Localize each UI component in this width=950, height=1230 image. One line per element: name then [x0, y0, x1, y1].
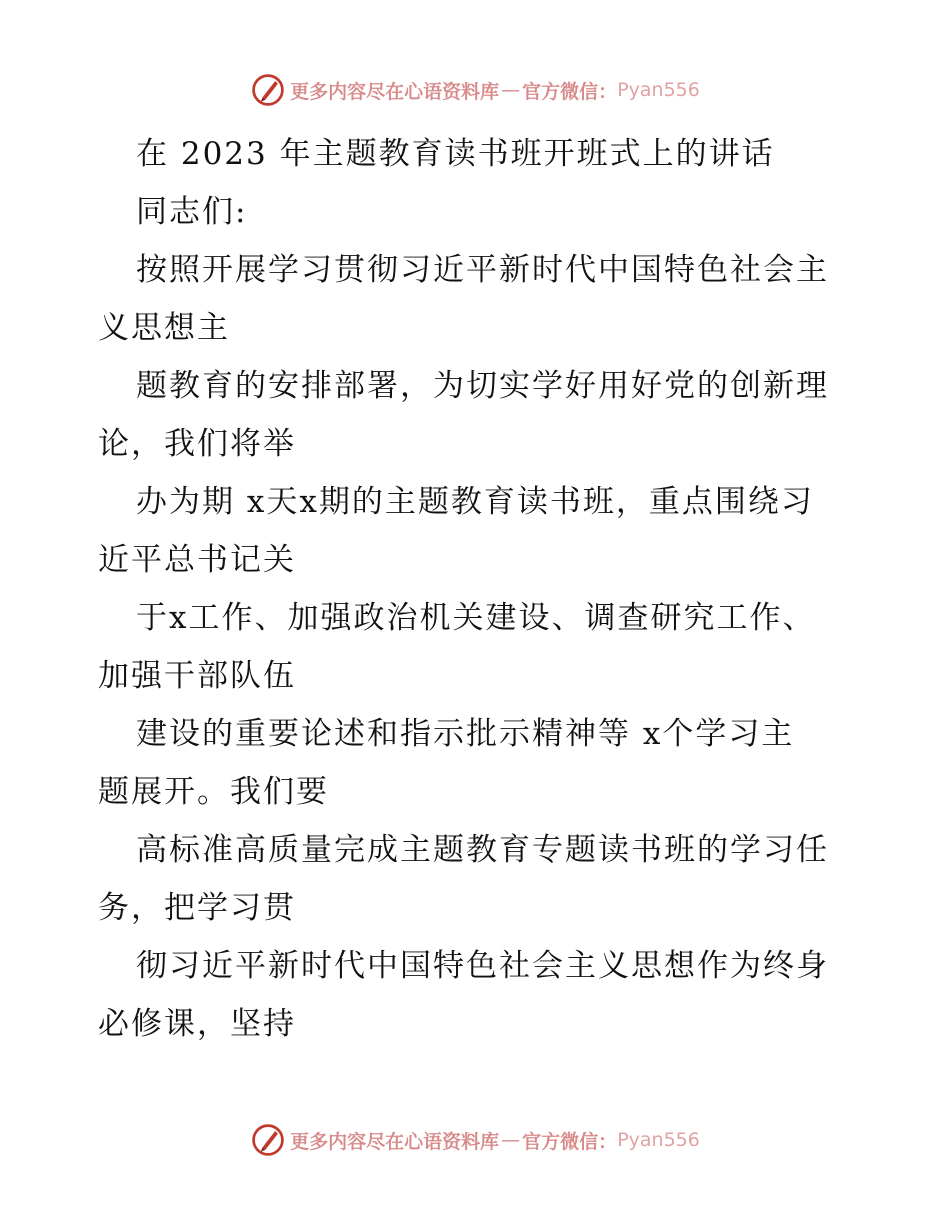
paragraph-line: 题教育的安排部署，为切实学好用好党的创新理	[136, 368, 829, 404]
pen-logo-icon	[250, 72, 286, 108]
watermark-separator: —	[501, 1129, 521, 1151]
watermark-brand: 更多内容尽在心语资料库	[290, 80, 500, 103]
paragraph-line: 加强干部队伍	[98, 658, 296, 694]
paragraph-line: 必修课，坚持	[98, 1006, 296, 1042]
pen-logo-icon	[250, 1122, 286, 1158]
paragraph-line: 题展开。我们要	[98, 774, 329, 810]
watermark-account: Pyan556	[617, 1129, 700, 1151]
paragraph-line: 高标准高质量完成主题教育专题读书班的学习任	[136, 832, 829, 868]
watermark-brand: 更多内容尽在心语资料库	[290, 1130, 500, 1153]
watermark-header	[0, 70, 950, 110]
watermark-account: Pyan556	[617, 79, 700, 101]
watermark-separator: —	[501, 79, 521, 101]
paragraph-line: 务，把学习贯	[98, 890, 296, 926]
watermark-label: 官方微信：	[522, 1130, 618, 1153]
paragraph-line: 办为期 x天x期的主题教育读书班，重点围绕习	[136, 484, 814, 520]
paragraph-line: 按照开展学习贯彻习近平新时代中国特色社会主	[136, 252, 829, 288]
document-body	[98, 125, 878, 1053]
paragraph-line: 论，我们将举	[98, 426, 296, 462]
paragraph-line: 建设的重要论述和指示批示精神等 x个学习主	[136, 716, 795, 752]
paragraph-line: 义思想主	[98, 310, 230, 346]
salutation: 同志们:	[136, 194, 248, 230]
watermark-label: 官方微信：	[522, 80, 618, 103]
document-title: 在 2023 年主题教育读书班开班式上的讲话	[136, 136, 775, 172]
paragraph-line: 近平总书记关	[98, 542, 296, 578]
watermark-footer	[0, 1120, 950, 1160]
paragraph-line: 于x工作、加强政治机关建设、调查研究工作、	[136, 600, 816, 636]
paragraph-line: 彻习近平新时代中国特色社会主义思想作为终身	[136, 948, 829, 984]
